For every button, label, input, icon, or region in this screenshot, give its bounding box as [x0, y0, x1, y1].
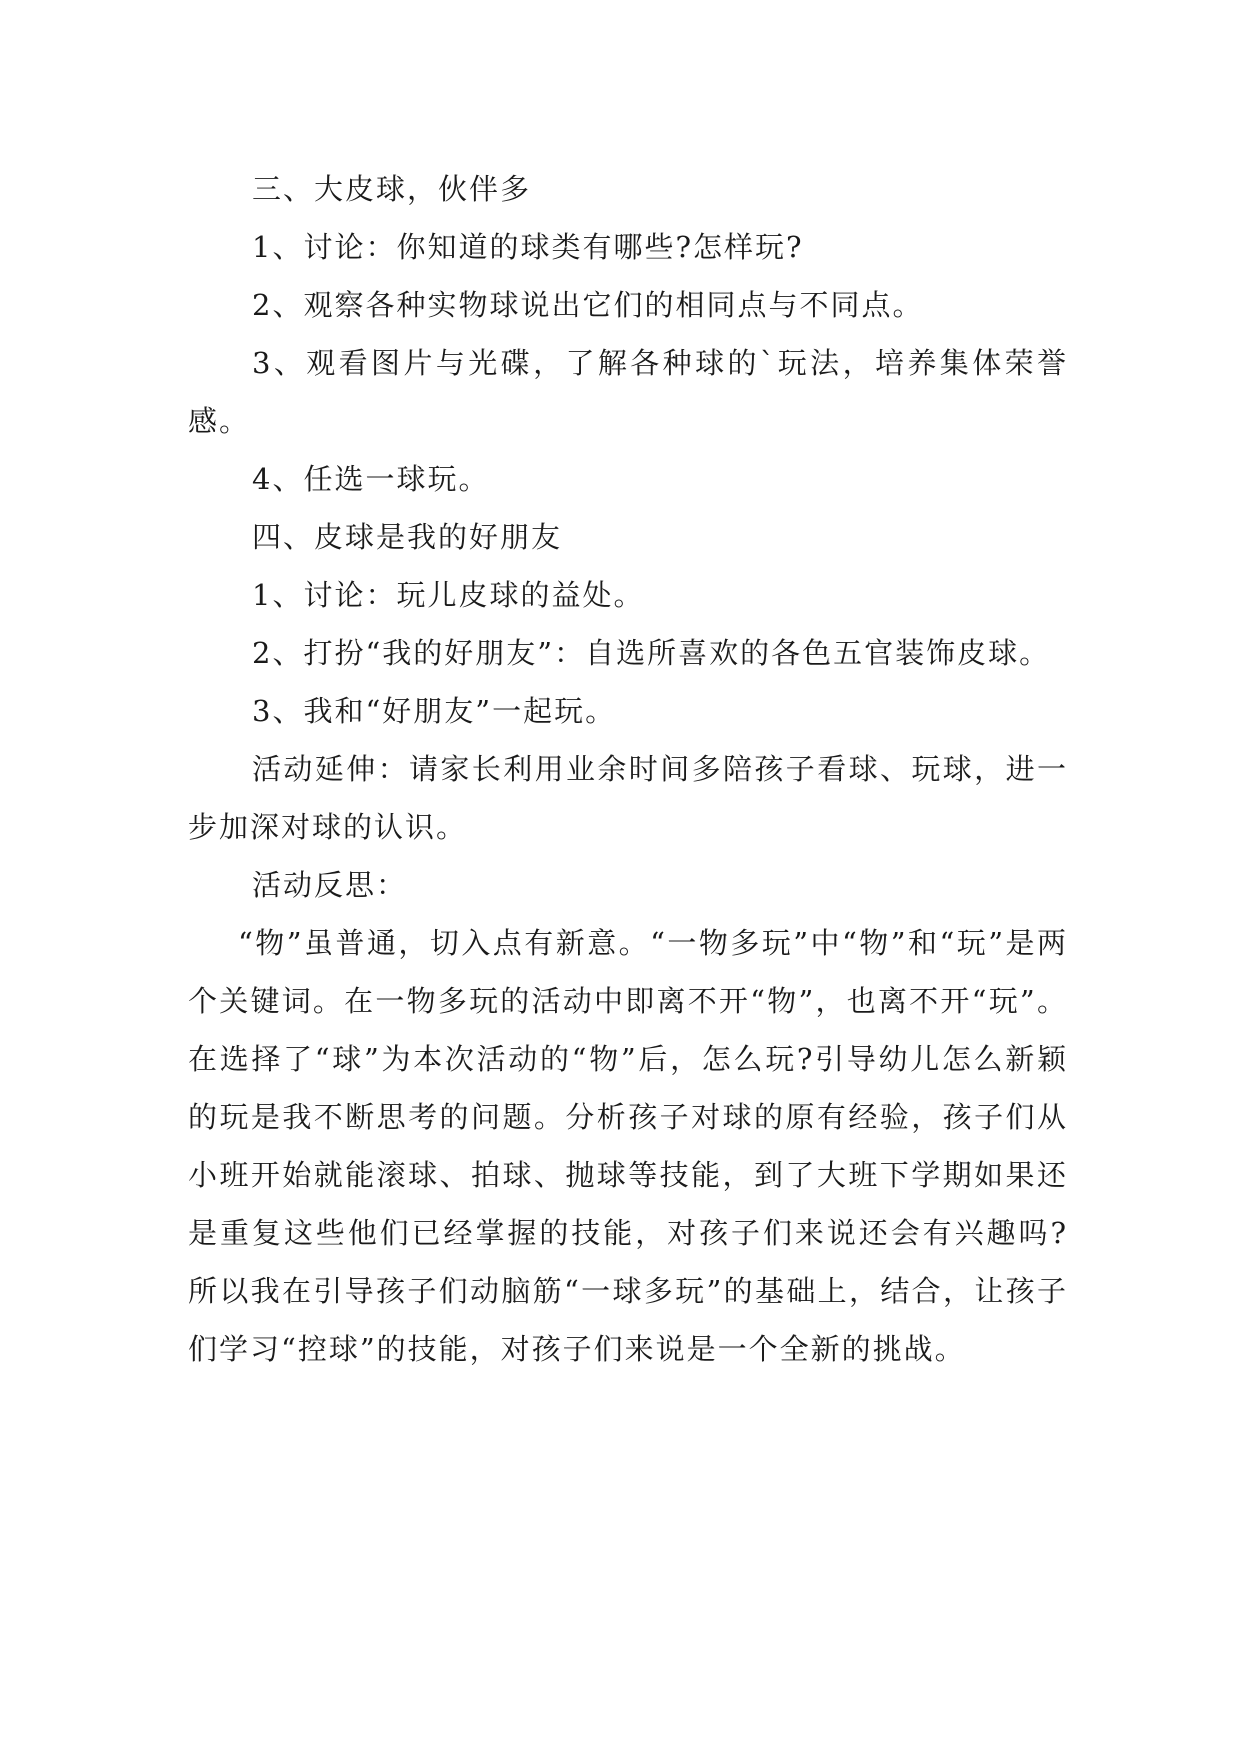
reflection-heading: 活动反思：: [252, 868, 408, 902]
activity-extension: 活动延伸：请家长利用业余时间多陪孩子看球、玩球，进一步加深对球的认识。: [188, 752, 1068, 844]
paragraph-item: 2、观察各种实物球说出它们的相同点与不同点。: [252, 288, 924, 322]
paragraph-item: 1、讨论：你知道的球类有哪些?怎样玩?: [252, 230, 804, 264]
reflection-body: “物”虽普通，切入点有新意。“一物多玩”中“物”和“玩”是两个关键词。在一物多玩的活动中即离不开“物”，也离不开“玩”。在选择了“球”为本次活动的“物”后，怎么玩?引导幼儿怎么新颖的玩是我不断思考的问题。分析孩子对球的原有经验，孩子们从小班开始就能滚球、拍球、抛球等技能，到了大班下学期如果还是重复这些他们已经掌握的技能，对孩子们来说还会有兴趣吗?所以我在引导孩子们动脑筋“一球多玩”的基础上，结合，让孩子们学习“控球”的技能，对孩子们来说是一个全新的挑战。: [188, 926, 1068, 1366]
paragraph-item: 3、观看图片与光碟，了解各种球的`玩法，培养集体荣誉感。: [188, 346, 1068, 438]
paragraph-item: 4、任选一球玩。: [252, 462, 490, 496]
paragraph-item: 3、我和“好朋友”一起玩。: [252, 694, 617, 728]
section-heading-4: 四、皮球是我的好朋友: [252, 520, 563, 554]
paragraph-item: 2、打扮“我的好朋友”：自选所喜欢的各色五官装饰皮球。: [252, 636, 1051, 670]
paragraph-item: 1、讨论：玩儿皮球的益处。: [252, 578, 645, 612]
document-body: [188, 160, 1068, 1378]
section-heading-3: 三、大皮球，伙伴多: [252, 172, 532, 206]
